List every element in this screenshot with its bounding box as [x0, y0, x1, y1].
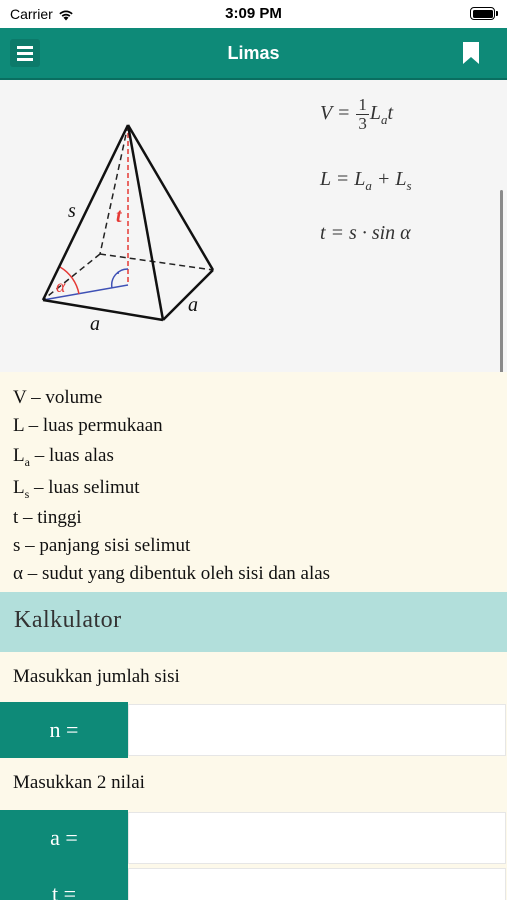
legend-height: t – tinggi: [13, 507, 82, 528]
carrier-label: Carrier: [10, 6, 53, 22]
prompt-values-text: Masukkan 2 nilai: [13, 772, 145, 793]
page-title: Limas: [227, 43, 280, 63]
prompt-values: [0, 758, 507, 810]
label-a-bottom: a: [90, 313, 100, 335]
pyramid-diagram: [0, 80, 260, 372]
legend-slant: s – panjang sisi selimut: [13, 535, 191, 556]
status-time: 3:09 PM: [225, 5, 282, 22]
fraction: $\frac{1}{3}$: [358, 95, 367, 133]
legend-alpha: α – sudut yang dibentuk oleh sisi dan alas: [13, 563, 331, 584]
label-t: t: [116, 205, 122, 227]
variable-legend: [0, 372, 507, 592]
n-input[interactable]: [128, 704, 506, 756]
label-a-side: a: [188, 294, 198, 316]
legend-surface-area: L – luas permukaan: [13, 415, 163, 436]
n-label: n =: [0, 702, 128, 758]
legend-base-area: $L_a$ – luas alas: [13, 445, 114, 469]
t-input[interactable]: [128, 868, 506, 900]
formula-height: t = s · sin α: [320, 222, 411, 244]
bookmark-icon[interactable]: [462, 42, 480, 64]
prompt-sides: [0, 652, 507, 702]
a-input[interactable]: [128, 812, 506, 864]
input-row-t: [0, 866, 507, 900]
calculator-title: Kalkulator: [14, 607, 122, 633]
a-label: a =: [0, 810, 128, 866]
input-row-n: [0, 702, 507, 758]
prompt-sides-text: Masukkan jumlah sisi: [13, 666, 180, 687]
figure-area: [0, 80, 507, 372]
legend-volume: V – volume: [13, 387, 103, 408]
t-label: t =: [0, 866, 128, 900]
label-alpha: α: [56, 276, 66, 296]
formula-area: $L = L_a + L_s$: [320, 168, 412, 193]
label-s: s: [68, 200, 76, 222]
legend-lateral-area: $L_s$ – luas selimut: [13, 477, 140, 501]
label-right-angle: ·: [115, 263, 121, 283]
status-bar: [0, 0, 507, 28]
input-row-a: [0, 810, 507, 866]
battery-icon: [470, 7, 495, 20]
formula-volume: V = $\frac{1}{3}$ $L_at$: [320, 95, 394, 133]
nav-bar: [0, 28, 507, 80]
calculator-header: [0, 592, 507, 652]
